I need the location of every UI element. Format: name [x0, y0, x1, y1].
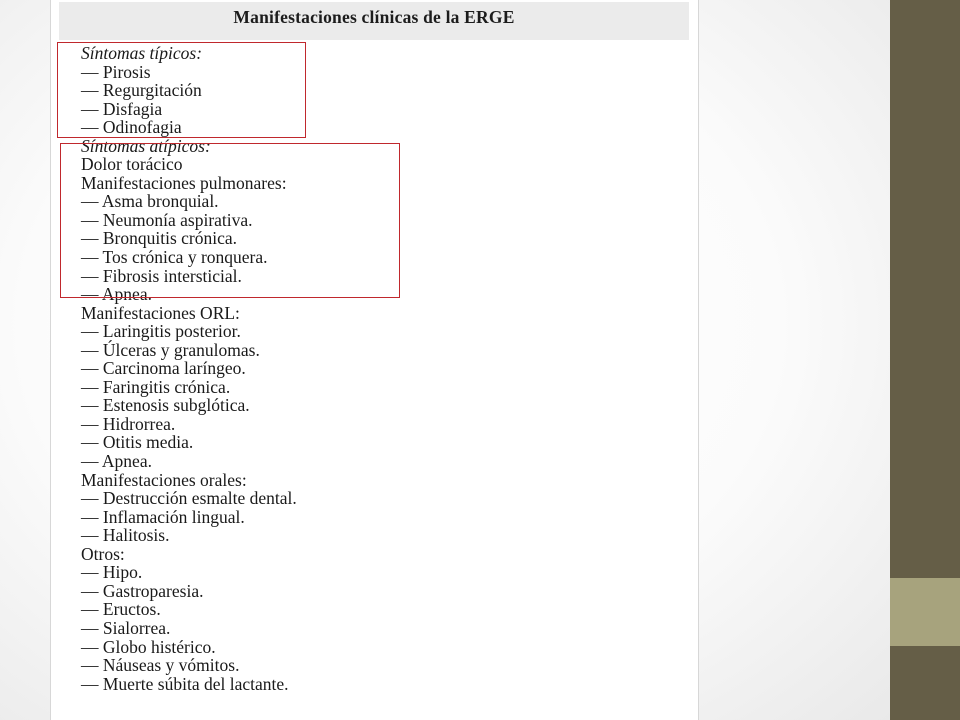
list-item: — Laringitis posterior.: [81, 321, 241, 342]
list-item: — Globo histérico.: [81, 636, 216, 657]
list-item: Otros:: [81, 543, 125, 564]
list-item: — Regurgitación: [81, 80, 202, 101]
slide-sidebar-accent: [890, 578, 960, 646]
list-item: — Bronquitis crónica.: [81, 228, 238, 249]
list-item: — Disfagia: [81, 98, 163, 119]
list-item: — Eructos.: [81, 599, 161, 620]
section-heading: Síntomas típicos:: [81, 43, 203, 63]
typical-symptoms-highlight: [57, 42, 306, 138]
list-item: — Muerte súbita del lactante.: [81, 673, 289, 694]
list-item: — Hidrorrea.: [81, 413, 176, 434]
list-item: — Úlceras y granulomas.: [81, 339, 260, 360]
list-item: — Asma bronquial.: [81, 191, 219, 212]
list-item: Manifestaciones ORL:: [81, 302, 240, 323]
table-header: [59, 2, 689, 40]
list-item: Manifestaciones pulmonares:: [81, 172, 287, 193]
section-heading: Síntomas atípicos:: [81, 135, 211, 156]
list-item: — Otitis media.: [81, 432, 194, 453]
list-item: — Faringitis crónica.: [81, 376, 231, 397]
atypical-symptoms-highlight: [60, 143, 400, 298]
list-item: — Odinofagia: [81, 117, 182, 138]
table-title: Manifestaciones clínicas de la ERGE: [233, 7, 515, 27]
list-item: — Estenosis subglótica.: [81, 395, 250, 416]
list-item: Manifestaciones orales:: [81, 469, 247, 490]
list-item: — Fibrosis intersticial.: [81, 265, 242, 286]
list-item: — Hipo.: [81, 562, 143, 583]
list-item: — Halitosis.: [81, 525, 170, 546]
list-item: — Inflamación lingual.: [81, 506, 245, 527]
list-item: — Destrucción esmalte dental.: [81, 488, 297, 509]
list-item: — Apnea.: [81, 284, 152, 305]
list-item: — Gastroparesia.: [81, 580, 204, 601]
list-item: — Apnea.: [81, 451, 152, 472]
list-item: — Náuseas y vómitos.: [81, 655, 240, 676]
list-item: — Carcinoma laríngeo.: [81, 358, 246, 379]
list-item: Dolor torácico: [81, 154, 183, 175]
list-item: — Pirosis: [81, 61, 151, 82]
list-item: — Neumonía aspirativa.: [81, 209, 253, 230]
symptom-list: [81, 44, 297, 693]
list-item: — Sialorrea.: [81, 617, 171, 638]
list-item: — Tos crónica y ronquera.: [81, 247, 268, 268]
